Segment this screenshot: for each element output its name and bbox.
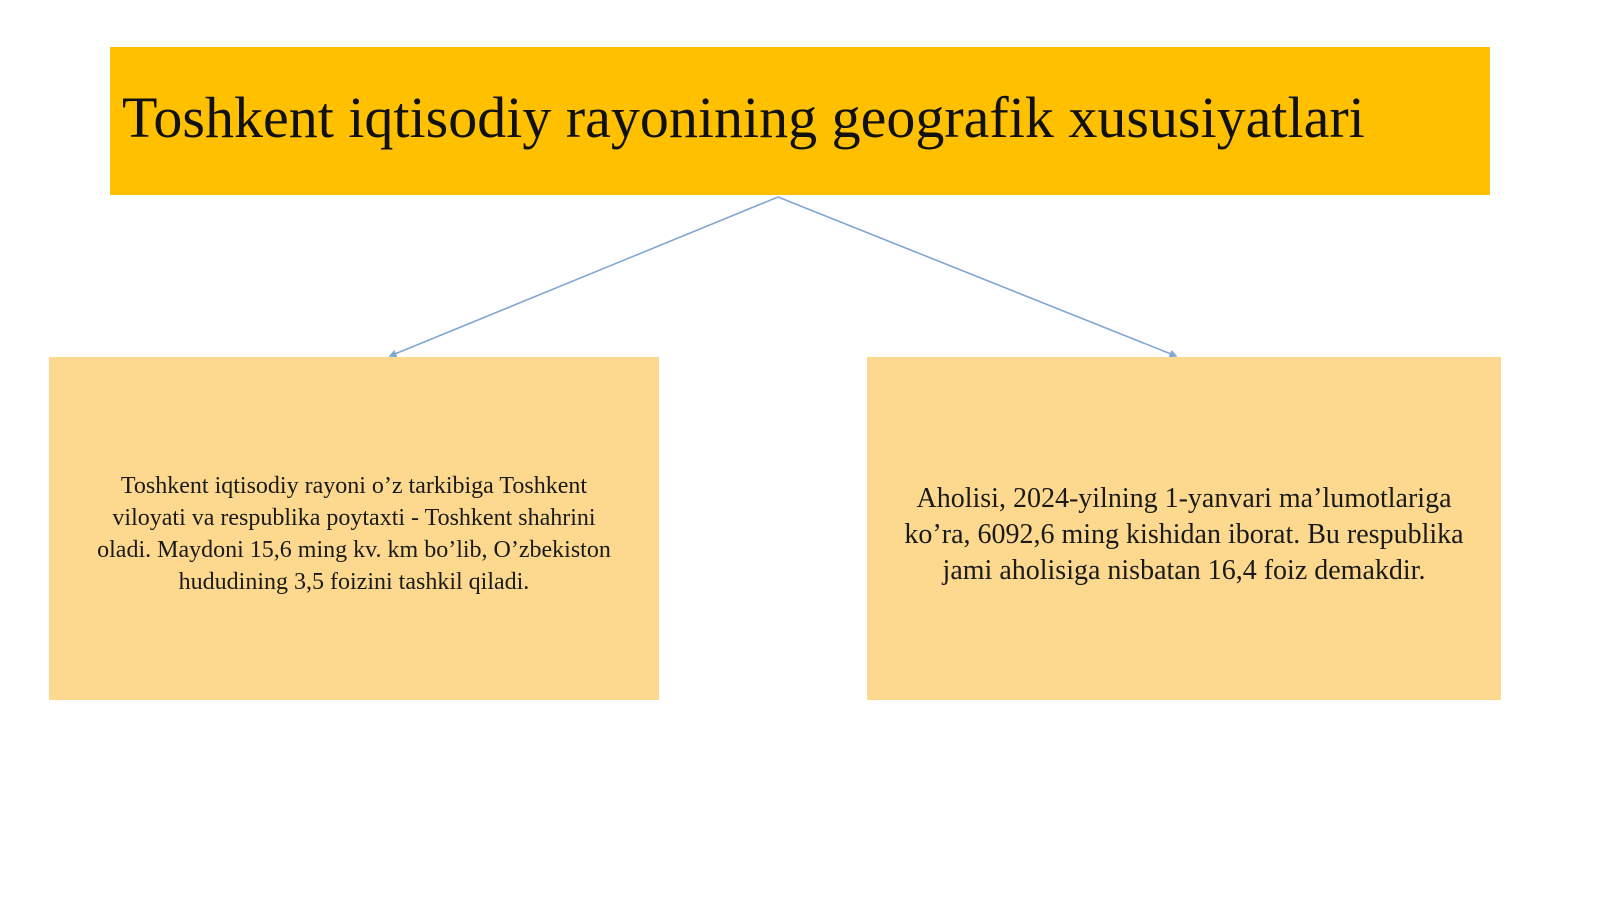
right-info-box <box>867 357 1501 700</box>
left-info-line: oladi. Maydoni 15,6 ming kv. km bo’lib, O’zbekiston <box>97 536 611 563</box>
left-info-line: hududining 3,5 foizini tashkil qiladi. <box>178 568 530 595</box>
arrow-to-left-box <box>390 197 778 356</box>
left-info-text <box>97 470 611 598</box>
right-info-line: Aholisi, 2024-yilning 1-yanvari ma’lumotlariga <box>916 482 1452 514</box>
left-info-line: Toshkent iqtisodiy rayoni o’z tarkibiga Toshkent <box>120 472 588 499</box>
right-info-text <box>904 481 1463 589</box>
right-info-line: jami aholisiga nisbatan 16,4 foiz demakdir. <box>942 554 1426 586</box>
left-info-line: viloyati va respublika poytaxti - Toshkent shahrini <box>112 504 596 531</box>
title-box <box>110 47 1490 195</box>
right-info-line: ko’ra, 6092,6 ming kishidan iborat. Bu respublika <box>904 518 1464 550</box>
arrow-to-right-box <box>778 197 1176 356</box>
left-info-box <box>49 357 659 700</box>
title-text: Toshkent iqtisodiy rayonining geografik xususiyatlari <box>122 84 1365 150</box>
